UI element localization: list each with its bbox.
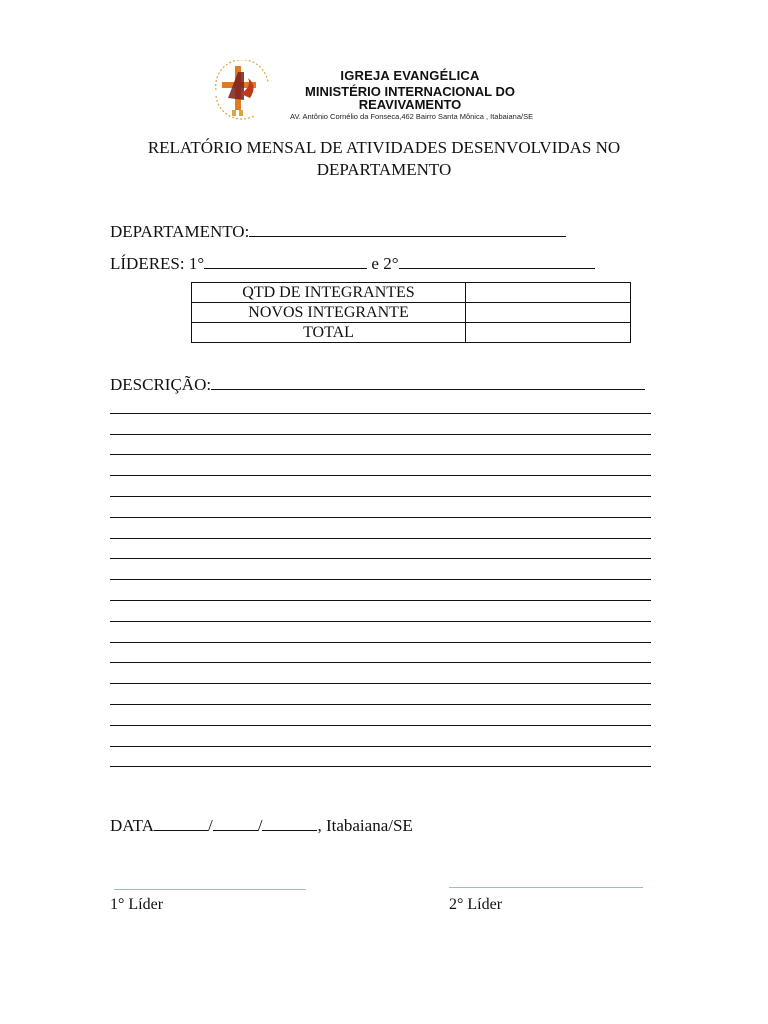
description-input-line[interactable] [211,374,645,390]
table-cell-value[interactable] [466,323,631,343]
date-city: , Itabaiana/SE [317,816,413,835]
description-line[interactable] [110,414,651,435]
description-line[interactable] [110,747,651,768]
description-line[interactable] [110,705,651,726]
church-cross-logo-icon [208,60,278,122]
church-address: AV. Antônio Cornélio da Fonseca,462 Bairro Santa Mônica , Itabaiana/SE [290,112,534,121]
date-separator: / [207,816,213,835]
leaders-label: LÍDERES: 1° [110,254,205,273]
leader-2-input-line[interactable] [399,253,595,269]
ministry-name-line2: REAVIVAMENTO [358,97,462,112]
description-lines[interactable] [110,393,651,767]
description-line[interactable] [110,726,651,747]
date-separator: / [257,816,263,835]
description-line[interactable] [110,684,651,705]
department-field [110,221,566,242]
ministry-name: MINISTÉRIO INTERNACIONAL DO [305,84,515,99]
church-name: IGREJA EVANGÉLICA [340,68,480,83]
description-line[interactable] [110,663,651,684]
description-line[interactable] [110,518,651,539]
date-day-input-line[interactable] [154,815,208,831]
description-line[interactable] [110,559,651,580]
date-year-input-line[interactable] [262,815,317,831]
description-line[interactable] [110,476,651,497]
table-cell-label: NOVOS INTEGRANTE [192,303,466,323]
description-line[interactable] [110,393,651,414]
description-line[interactable] [110,539,651,560]
date-label: DATA [110,816,154,835]
table-cell-label: TOTAL [192,323,466,343]
description-field [110,374,645,395]
description-line[interactable] [110,497,651,518]
description-label: DESCRIÇÃO: [110,375,212,394]
description-line[interactable] [110,601,651,622]
table-row [192,283,631,303]
date-month-input-line[interactable] [213,815,258,831]
page-title: RELATÓRIO MENSAL DE ATIVIDADES DESENVOLVIDAS NO DEPARTAMENTO [147,138,621,179]
table-cell-value[interactable] [466,283,631,303]
first-leader-signature-label: 1° Líder [110,896,164,913]
table-cell-value[interactable] [466,303,631,323]
description-line[interactable] [110,643,651,664]
table-row [192,303,631,323]
leader-1-input-line[interactable] [204,253,367,269]
description-line[interactable] [110,622,651,643]
table-cell-label: QTD DE INTEGRANTES [192,283,466,303]
description-line[interactable] [110,580,651,601]
leaders-field [110,253,595,274]
second-leader-signature-line[interactable] [449,887,643,888]
table-row [192,323,631,343]
description-line[interactable] [110,435,651,456]
first-leader-signature-line[interactable] [114,889,306,890]
members-count-table [191,282,631,343]
second-leader-signature-label: 2° Líder [449,896,503,913]
date-field [110,815,413,836]
leaders-and-label: e 2° [367,254,399,273]
description-line[interactable] [110,455,651,476]
department-label: DEPARTAMENTO: [110,222,250,241]
department-input-line[interactable] [249,221,566,237]
